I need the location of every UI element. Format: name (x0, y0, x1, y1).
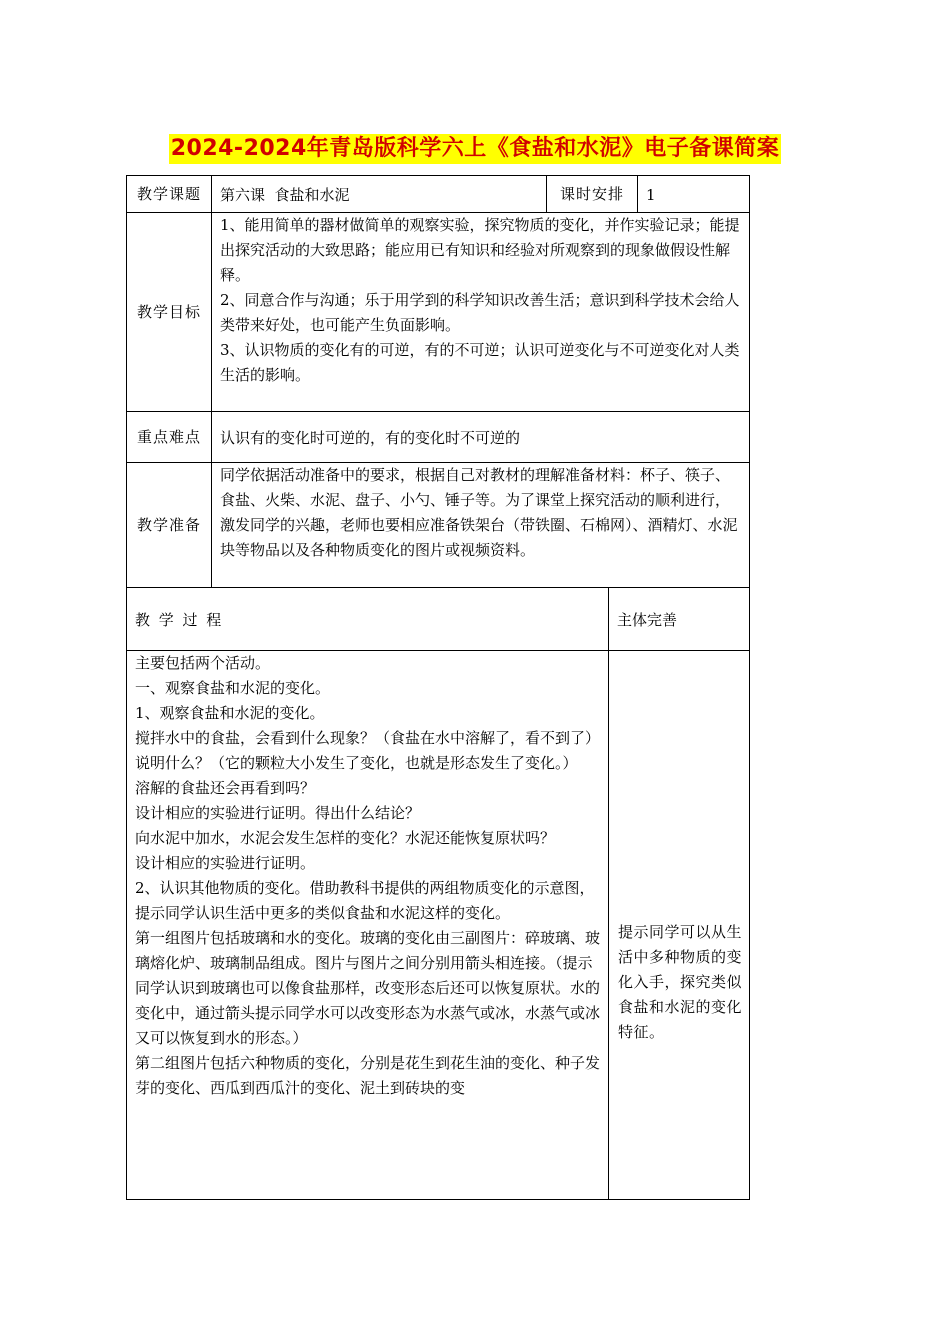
hours-label: 课时安排 (559, 184, 624, 203)
process-line: 设计相应的实验进行证明。 (135, 854, 316, 872)
goal-item-3: 3、认识物质的变化有的可逆，有的不可逆；认识可逆变化与不可逆变化对人类生活的影响。 (220, 341, 740, 384)
process-line: 主要包括两个活动。 (135, 654, 271, 672)
title-area (0, 134, 950, 164)
process-line: 第二组图片包括六种物质的变化，分别是花生到花生油的变化、种子发芽的变化、西瓜到西瓜汁的变化、泥土到砖块的变 (135, 1054, 601, 1097)
table-divider-2 (126, 411, 750, 412)
key-value: 认识有的变化时可逆的，有的变化时不可逆的 (220, 429, 521, 447)
process-line: 向水泥中加水，水泥会发生怎样的变化？水泥还能恢复原状吗？ (135, 829, 556, 847)
process-line: 溶解的食盐还会再看到吗？ (135, 779, 316, 797)
prep-label: 教学准备 (136, 515, 201, 534)
hours-value: 1 (646, 186, 656, 204)
process-line: 1、观察食盐和水泥的变化。 (135, 704, 325, 722)
notes-column-divider (608, 587, 609, 1200)
table-border-right (749, 175, 750, 1200)
process-header: 教 学 过 程 (135, 611, 224, 629)
table-divider-4 (126, 587, 750, 588)
key-label: 重点难点 (136, 427, 201, 446)
process-line: 搅拌水中的食盐，会看到什么现象？（食盐在水中溶解了，看不到了）说明什么？（它的颗粒大小发生了变化，也就是形态发生了变化。） (135, 729, 601, 772)
process-line: 一、观察食盐和水泥的变化。 (135, 679, 331, 697)
process-line: 2、认识其他物质的变化。借助教科书提供的两组物质变化的示意图，提示同学认识生活中更多的类似食盐和水泥这样的变化。 (135, 879, 595, 922)
goals-text (212, 213, 749, 411)
notes-header: 主体完善 (617, 611, 678, 629)
notes-body: 提示同学可以从生活中多种物质的变化入手，探究类似食盐和水泥的变化特征。 (618, 923, 743, 1041)
table-border-bottom (126, 1199, 750, 1200)
prep-value: 同学依据活动准备中的要求，根据自己对教材的理解准备材料：杯子、筷子、食盐、火柴、水泥、盘子、小勺、锤子等。为了课堂上探究活动的顺利进行，激发同学的兴趣，老师也要相应准备铁架台（带铁圈、石棉网）、酒精灯、水泥块等物品以及各种物质变化的图片或视频资料。 (220, 466, 738, 559)
goal-item-2: 2、同意合作与沟通；乐于用学到的科学知识改善生活；意识到科学技术会给人类带来好处，也可能产生负面影响。 (220, 291, 740, 334)
process-line: 第一组图片包括玻璃和水的变化。玻璃的变化由三副图片：碎玻璃、玻璃熔化炉、玻璃制品组成。图片与图片之间分别用箭头相连接。（提示同学认识到玻璃也可以像食盐那样，改变形态后还可以恢复原状。水的变化中，通过箭头提示同学水可以改变形态为水蒸气或冰，水蒸气或冰又可以恢复到水的形态。） (135, 929, 601, 1047)
goals-label: 教学目标 (136, 302, 201, 321)
topic-label: 教学课题 (136, 184, 201, 203)
table-border-top (126, 175, 750, 176)
topic-value: 第六课 食盐和水泥 (220, 186, 350, 204)
goal-item-1: 1、能用简单的器材做简单的观察实验，探究物质的变化，并作实验记录；能提出探究活动的大致思路；能应用已有知识和经验对所观察到的现象做假设性解释。 (220, 216, 740, 284)
process-body (127, 651, 608, 1199)
process-line: 设计相应的实验进行证明。得出什么结论？ (135, 804, 421, 822)
document-title: 2024-2024年青岛版科学六上《食盐和水泥》电子备课简案 (169, 134, 782, 164)
